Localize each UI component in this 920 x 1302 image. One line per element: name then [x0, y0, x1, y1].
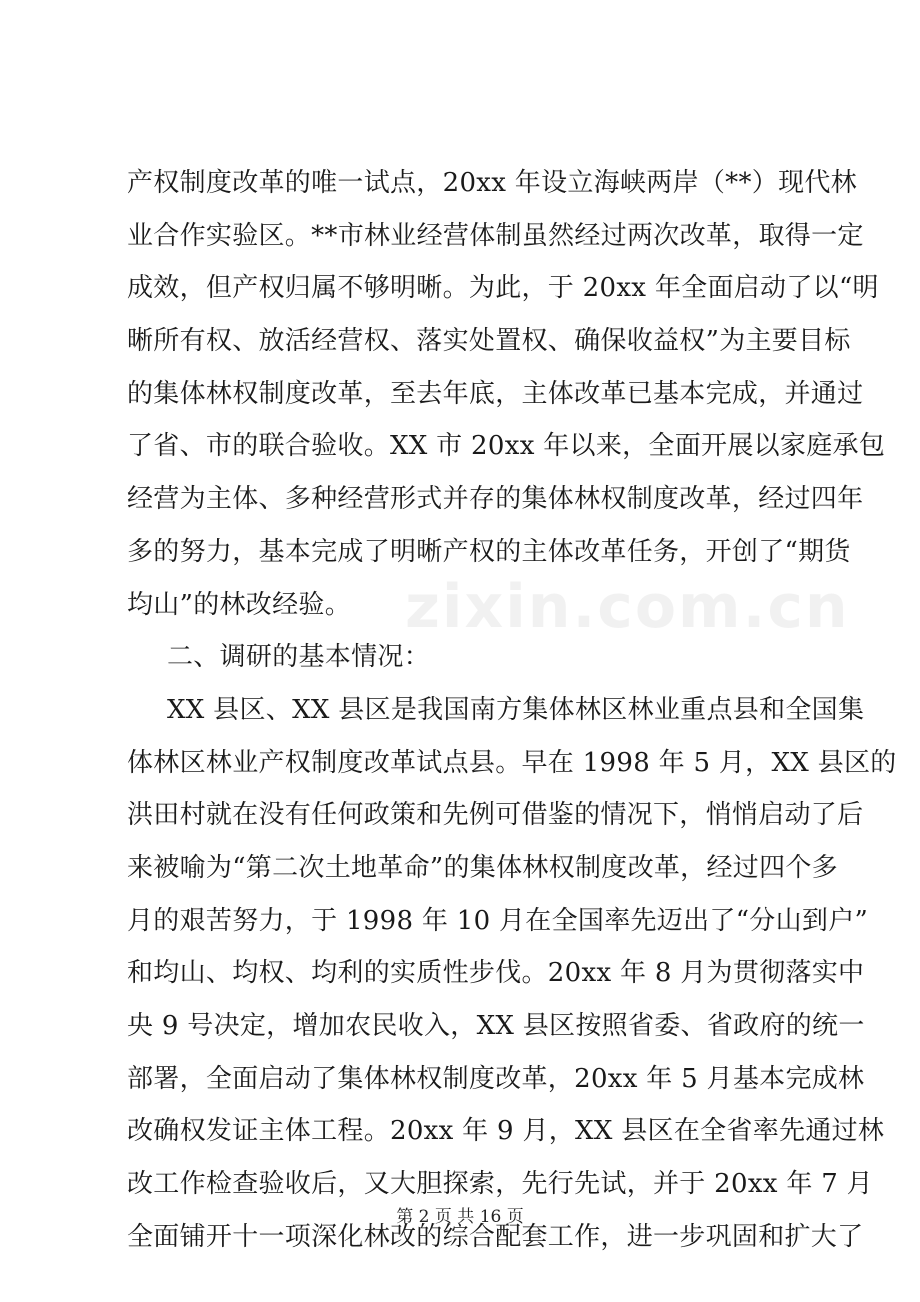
- text-line: 的集体林权制度改革，至去年底，主体改革已基本完成，并通过: [127, 378, 864, 409]
- text-line: 产权制度改革的唯一试点，20xx 年设立海峡两岸（**）现代林: [127, 168, 857, 198]
- text-line: 改工作检查验收后，又大胆探索，先行先试，并于 20xx 年 7 月: [127, 1169, 873, 1200]
- text-line: 改确权发证主体工程。20xx 年 9 月，XX 县区在全省率先通过林: [127, 1116, 885, 1147]
- text-line: 经营为主体、多种经营形式并存的集体林权制度改革，经过四年: [127, 484, 864, 515]
- text-line: 洪田村就在没有任何政策和先例可借鉴的情况下，悄悄启动了后: [127, 800, 864, 831]
- watermark: zixin.com.cn: [405, 572, 850, 642]
- text-line: 来被喻为“第二次土地革命”的集体林权制度改革，经过四个多: [127, 852, 838, 883]
- text-line: 部署，全面启动了集体林权制度改革，20xx 年 5 月基本完成林: [127, 1063, 865, 1094]
- text-line: XX 县区、XX 县区是我国南方集体林区林业重点县和全国集: [167, 694, 865, 725]
- text-line: 月的艰苦努力，于 1998 年 10 月在全国率先迈出了“分山到户”: [127, 905, 869, 936]
- section-heading: 二、调研的基本情况：: [167, 642, 431, 673]
- text-line: 全面铺开十一项深化林改的综合配套工作，进一步巩固和扩大了: [127, 1221, 864, 1252]
- text-line: 了省、市的联合验收。XX 市 20xx 年以来，全面开展以家庭承包: [127, 431, 886, 462]
- text-line: 央 9 号决定，增加农民收入，XX 县区按照省委、省政府的统一: [127, 1011, 865, 1041]
- text-line: 和均山、均权、均利的实质性步伐。20xx 年 8 月为贯彻落实中: [127, 958, 865, 989]
- text-line: 多的努力，基本完成了明晰产权的主体改革任务，开创了“期货: [127, 536, 851, 567]
- body-text: [127, 157, 897, 1263]
- text-line: 体林区林业产权制度改革试点县。早在 1998 年 5 月，XX 县区的: [127, 747, 897, 778]
- text-line: 晰所有权、放活经营权、落实处置权、确保收益权”为主要目标: [127, 326, 851, 357]
- page-number-footer: 第 2 页 共 16 页: [396, 1207, 524, 1227]
- text-line: 成效，但产权归属不够明晰。为此，于 20xx 年全面启动了以“明: [127, 273, 879, 304]
- text-line: 业合作实验区。**市林业经营体制虽然经过两次改革，取得一定: [127, 220, 864, 251]
- text-line: 均山”的林改经验。: [127, 589, 351, 620]
